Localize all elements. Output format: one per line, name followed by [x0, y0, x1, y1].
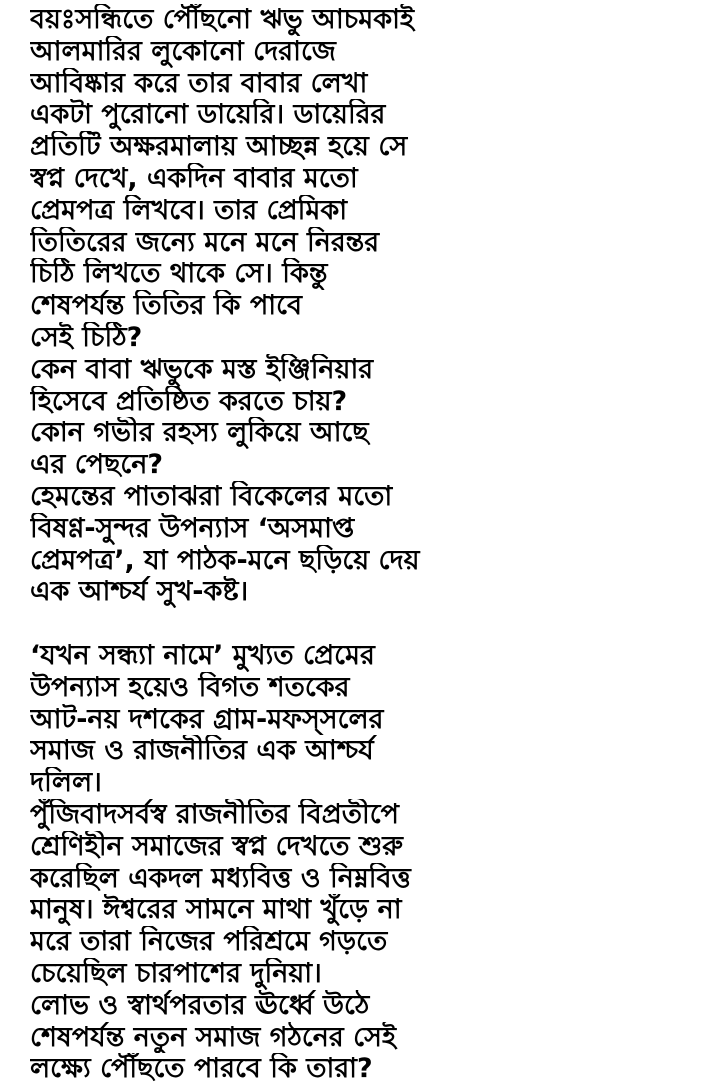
text-line: করেছিল একদল মধ্যবিত্ত ও নিম্নবিত্ত: [30, 862, 411, 894]
paragraph-1: [30, 4, 693, 608]
text-line: প্রেমপত্র লিখবে। তার প্রেমিকা: [30, 194, 348, 226]
text-line: আবিষ্কার করে তার বাবার লেখা: [30, 67, 368, 99]
text-line: প্রেমপত্র’, যা পাঠক-মনে ছড়িয়ে দেয়: [30, 544, 420, 576]
text-line: প্রতিটি অক্ষরমালায় আচ্ছন্ন হয়ে সে: [30, 131, 408, 163]
text-line: বিষণ্ণ-সুন্দর উপন্যাস ‘অসমাপ্ত: [30, 512, 355, 544]
text-line: চিঠি লিখতে থাকে সে। কিন্তু: [30, 258, 328, 290]
text-line: কোন গভীর রহস্য লুকিয়ে আছে: [30, 417, 369, 449]
text-line: লোভ ও স্বার্থপরতার ঊর্ধ্বে উঠে: [30, 989, 370, 1021]
text-line: এক আশ্চর্য সুখ-কষ্ট।: [30, 576, 249, 608]
text-line: মানুষ। ঈশ্বরের সামনে মাথা খুঁড়ে না: [30, 894, 402, 926]
paragraph-2: [30, 640, 693, 1085]
text-line: হেমন্তের পাতাঝরা বিকেলের মতো: [30, 480, 393, 512]
paragraph-gap: [30, 608, 693, 640]
text-line: শ্রেণিহীন সমাজের স্বপ্ন দেখতে শুরু: [30, 830, 403, 862]
text-line: একটা পুরোনো ডায়েরি। ডায়েরির: [30, 99, 386, 131]
text-line: উপন্যাস হয়েও বিগত শতকের: [30, 671, 350, 703]
text-line: এর পেছনে?: [30, 449, 164, 481]
text-line: দলিল।: [30, 767, 102, 799]
text-line: আলমারির লুকোনো দেরাজে: [30, 35, 336, 67]
text-line: তিতিরের জন্যে মনে মনে নিরন্তর: [30, 226, 380, 258]
text-line: মরে তারা নিজের পরিশ্রমে গড়তে: [30, 926, 388, 958]
text-line: লক্ষ্যে পৌঁছতে পারবে কি তারা?: [30, 1053, 373, 1085]
text-line: সমাজ ও রাজনীতির এক আশ্চর্য: [30, 735, 374, 767]
text-line: আট-নয় দশকের গ্রাম-মফস্‌সলের: [30, 703, 384, 735]
text-line: চেয়েছিল চারপাশের দুনিয়া।: [30, 957, 322, 989]
text-line: হিসেবে প্রতিষ্ঠিত করতে চায়?: [30, 385, 348, 417]
text-line: কেন বাবা ঋভুকে মস্ত ইঞ্জিনিয়ার: [30, 353, 374, 385]
text-line: সেই চিঠি?: [30, 321, 143, 353]
text-line: বয়ঃসন্ধিতে পৌঁছনো ঋভু আচমকাই: [30, 4, 415, 35]
text-line: স্বপ্ন দেখে, একদিন বাবার মতো: [30, 162, 358, 194]
text-line: পুঁজিবাদসর্বস্ব রাজনীতির বিপ্রতীপে: [30, 798, 399, 830]
text-line: শেষপর্যন্ত নতুন সমাজ গঠনের সেই: [30, 1021, 396, 1053]
text-line: ‘যখন সন্ধ্যা নামে’ মুখ্যত প্রেমের: [30, 639, 375, 671]
text-line: শেষপর্যন্ত তিতির কি পাবে: [30, 290, 302, 322]
